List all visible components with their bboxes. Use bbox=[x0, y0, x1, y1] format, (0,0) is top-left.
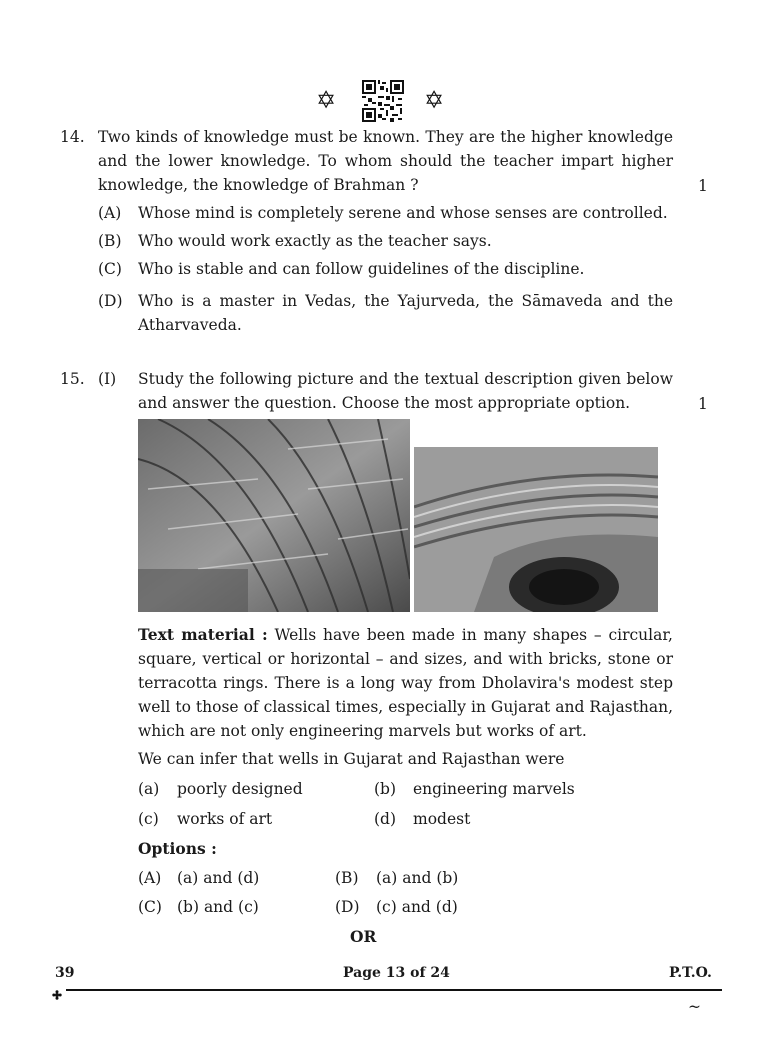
q15-marks: 1 bbox=[698, 395, 708, 413]
q15-intro-line-1: Study the following picture and the textual description given below bbox=[138, 370, 673, 388]
q15-number: 15. bbox=[60, 370, 85, 388]
stepwell-photo-left bbox=[138, 419, 410, 612]
choice-d-label: (d) bbox=[374, 810, 397, 828]
star-right-icon: ✡ bbox=[424, 86, 445, 114]
text-material-line-1 bbox=[138, 623, 673, 647]
q15-option-b-text: (a) and (b) bbox=[376, 869, 459, 887]
q15-option-c-text: (b) and (c) bbox=[177, 898, 259, 916]
text-material-text-1: Wells have been made in many shapes – circular, bbox=[274, 626, 673, 644]
q14-text-line-1: Two kinds of knowledge must be known. They are the higher knowledge bbox=[98, 128, 673, 146]
choice-c-label: (c) bbox=[138, 810, 159, 828]
q14-option-d-text-line-2: Atharvaveda. bbox=[138, 316, 242, 334]
q15-part-label: (I) bbox=[98, 370, 117, 388]
q15-option-d-label: (D) bbox=[335, 898, 360, 916]
q15-option-a-label: (A) bbox=[138, 869, 162, 887]
q14-option-c-text: Who is stable and can follow guidelines of the discipline. bbox=[138, 260, 585, 278]
choice-b-label: (b) bbox=[374, 780, 397, 798]
text-material-line-3: terracotta rings. There is a long way from Dholavira's modest step bbox=[138, 674, 673, 692]
text-material-line-4: well to those of classical times, especially in Gujarat and Rajasthan, bbox=[138, 698, 673, 716]
or-separator: OR bbox=[350, 927, 377, 946]
choice-c-text: works of art bbox=[177, 810, 273, 828]
q14-text-line-2: and the lower knowledge. To whom should the teacher impart higher bbox=[98, 152, 673, 170]
q14-option-d-text-line-1: Who is a master in Vedas, the Yajurveda, the Sāmaveda and the bbox=[138, 292, 673, 310]
options-heading: Options : bbox=[138, 839, 217, 858]
q14-option-a-text: Whose mind is completely serene and whose senses are controlled. bbox=[138, 204, 668, 222]
q14-option-b-label: (B) bbox=[98, 232, 122, 250]
choice-d-text: modest bbox=[413, 810, 471, 828]
footer-divider bbox=[66, 989, 722, 991]
q15-option-d-text: (c) and (d) bbox=[376, 898, 458, 916]
tilde-mark: ~ bbox=[688, 998, 701, 1016]
inference-text: We can infer that wells in Gujarat and Rajasthan were bbox=[138, 750, 565, 768]
paper-code: 39 bbox=[55, 965, 75, 981]
text-material-line-5: which are not only engineering marvels but works of art. bbox=[138, 722, 587, 740]
pto-label: P.T.O. bbox=[669, 965, 712, 981]
q14-number: 14. bbox=[60, 128, 85, 146]
text-material-label: Text material : bbox=[138, 625, 268, 644]
text-material-line-2: square, vertical or horizontal – and sizes, and with bricks, stone or bbox=[138, 650, 673, 668]
q14-option-a-label: (A) bbox=[98, 204, 122, 222]
q14-text-line-3: knowledge, the knowledge of Brahman ? bbox=[98, 176, 419, 194]
choice-b-text: engineering marvels bbox=[413, 780, 575, 798]
choice-a-label: (a) bbox=[138, 780, 160, 798]
q14-option-b-text: Who would work exactly as the teacher says. bbox=[138, 232, 492, 250]
star-left-icon: ✡ bbox=[316, 86, 337, 114]
q15-option-c-label: (C) bbox=[138, 898, 162, 916]
flower-icon bbox=[52, 985, 62, 995]
q15-option-b-label: (B) bbox=[335, 869, 359, 887]
qr-code-icon bbox=[362, 80, 404, 122]
q14-option-d-label: (D) bbox=[98, 292, 123, 310]
choice-a-text: poorly designed bbox=[177, 780, 303, 798]
q15-intro-line-2: and answer the question. Choose the most appropriate option. bbox=[138, 394, 631, 412]
q15-option-a-text: (a) and (d) bbox=[177, 869, 260, 887]
q14-option-c-label: (C) bbox=[98, 260, 122, 278]
q14-marks: 1 bbox=[698, 177, 708, 195]
page-number: Page 13 of 24 bbox=[343, 965, 450, 981]
stepwell-photo-right bbox=[414, 447, 658, 612]
